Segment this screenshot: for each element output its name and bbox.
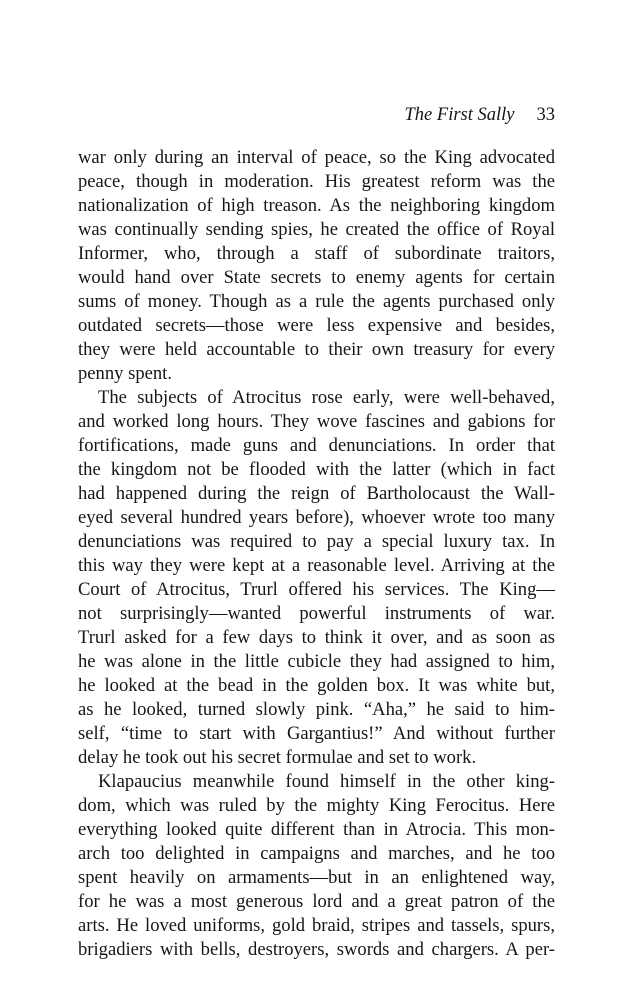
text-line: war only during an interval of peace, so the King advocated — [78, 147, 555, 168]
text-line: Trurl asked for a few days to think it over, and as soon as — [78, 627, 555, 648]
text-line: they were held accountable to their own treasury for every — [78, 339, 555, 360]
text-line: dom, which was ruled by the mighty King Ferocitus. Here — [78, 795, 555, 816]
text-line: was continually sending spies, he created the office of Royal — [78, 219, 555, 240]
text-line: outdated secrets—those were less expensive and besides, — [78, 315, 555, 336]
text-line: Informer, who, through a staff of subordinate traitors, — [78, 243, 555, 264]
text-line: he looked at the bead in the golden box. It was white but, — [78, 675, 555, 696]
text-line: he was alone in the little cubicle they had assigned to him, — [78, 651, 555, 672]
text-line: had happened during the reign of Bartholocaust the Wall- — [78, 483, 555, 504]
text-line: would hand over State secrets to enemy agents for certain — [78, 267, 555, 288]
text-line: Court of Atrocitus, Trurl offered his services. The King— — [78, 579, 555, 600]
text-line: brigadiers with bells, destroyers, swords and chargers. A per- — [78, 939, 555, 960]
text-line: arch too delighted in campaigns and marches, and he too — [78, 843, 555, 864]
running-header — [405, 104, 555, 126]
text-line: Klapaucius meanwhile found himself in the other king- — [98, 771, 555, 792]
text-line: delay he took out his secret formulae and set to work. — [78, 747, 477, 768]
running-title: The First Sally — [404, 105, 515, 125]
text-line: self, “time to start with Gargantius!” And without further — [78, 723, 555, 744]
text-line: the kingdom not be flooded with the latter (which in fact — [78, 459, 555, 480]
page-number: 33 — [536, 105, 555, 125]
body-text — [78, 146, 555, 962]
text-line: peace, though in moderation. His greatest reform was the — [78, 171, 555, 192]
text-line: everything looked quite different than in Atrocia. This mon- — [78, 819, 555, 840]
text-line: denunciations was required to pay a special luxury tax. In — [78, 531, 555, 552]
text-line: fortifications, made guns and denunciations. In order that — [78, 435, 555, 456]
text-line: The subjects of Atrocitus rose early, were well-behaved, — [98, 387, 555, 408]
text-line: and worked long hours. They wove fascines and gabions for — [78, 411, 555, 432]
paragraph-3 — [78, 770, 555, 962]
paragraph-1 — [78, 146, 555, 386]
text-line: nationalization of high treason. As the neighboring kingdom — [78, 195, 555, 216]
text-line: not surprisingly—wanted powerful instruments of war. — [78, 603, 555, 624]
paragraph-2 — [78, 386, 555, 770]
text-line: as he looked, turned slowly pink. “Aha,” he said to him- — [78, 699, 555, 720]
text-line: sums of money. Though as a rule the agents purchased only — [78, 291, 555, 312]
text-line: arts. He loved uniforms, gold braid, stripes and tassels, spurs, — [78, 915, 555, 936]
text-line: eyed several hundred years before), whoever wrote too many — [78, 507, 555, 528]
text-line: spent heavily on armaments—but in an enlightened way, — [78, 867, 555, 888]
text-line: this way they were kept at a reasonable level. Arriving at the — [78, 555, 555, 576]
text-line: for he was a most generous lord and a great patron of the — [78, 891, 555, 912]
text-line: penny spent. — [78, 363, 172, 384]
